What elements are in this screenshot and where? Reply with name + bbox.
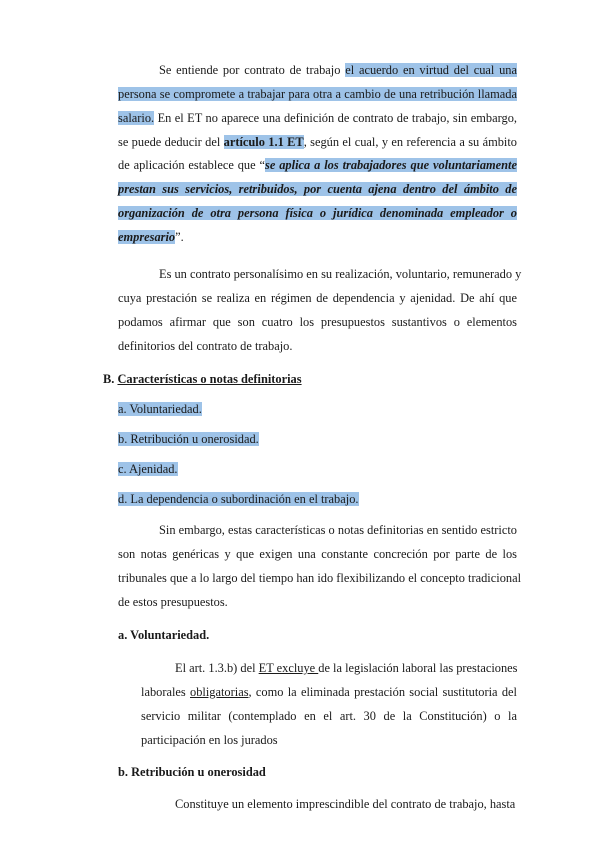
highlight: d. La dependencia o subordinación en el trabajo. [118, 492, 359, 506]
underlined-text: obligatorias [190, 685, 249, 699]
highlight-bold: artículo 1.1 ET [223, 135, 304, 149]
p1-line-1: Se entiende por contrato de trabajo el acuerdo en virtud del cual una [159, 63, 518, 77]
underlined-text: ET excluye [258, 661, 319, 675]
highlight-quote: se aplica a los trabajadores que voluntariamente [265, 158, 517, 172]
section-b-title: Características o notas definitorias [117, 372, 302, 386]
p3-line-2: son notas genéricas y que exigen una constante concreción por parte de los [118, 547, 517, 561]
p1-line-2 [118, 86, 517, 102]
highlight: salario. [118, 111, 155, 125]
highlight-quote: empresario [118, 230, 176, 244]
p2-line-4: definitorios del contrato de trabajo. [118, 339, 293, 353]
p4-line-4: participación en los jurados [141, 733, 278, 747]
p1-line-5: de aplicación establece que “se aplica a los trabajadores que voluntariamente [118, 158, 517, 172]
heading-voluntariedad: a. Voluntariedad. [118, 628, 210, 642]
list-item [118, 431, 259, 447]
highlight: c. Ajenidad. [118, 462, 178, 476]
highlight: a. Voluntariedad. [118, 402, 202, 416]
p4-line-2: laborales obligatorias, como la eliminada prestación social sustitutoria del [141, 685, 517, 699]
p3-line-1: Sin embargo, estas características o notas definitorias en sentido estricto [159, 523, 517, 537]
p2-line-1: Es un contrato personalísimo en su realización, voluntario, remunerado y [159, 267, 522, 281]
p1-line-8: empresario”. [118, 230, 184, 244]
p2-line-3: podamos afirmar que son cuatro los presupuestos sustantivos o elementos [118, 315, 517, 329]
highlight: el acuerdo en virtud del cual una [345, 63, 518, 77]
heading-retribucion: b. Retribución u onerosidad [118, 765, 266, 779]
list-item [118, 461, 178, 477]
section-b-heading: B. Características o notas definitorias [103, 372, 302, 386]
p3-line-4: de estos presupuestos. [118, 595, 228, 609]
p1-line-4: se puede deducir del artículo 1.1 ET, según el cual, y en referencia a su ámbito [118, 135, 517, 149]
highlight-quote: organización de otra persona física o jurídica denominada empleador o [118, 206, 517, 220]
p5-line-1: Constituye un elemento imprescindible del contrato de trabajo, hasta [175, 797, 516, 811]
p1-line-6 [118, 181, 517, 197]
p4-line-1: El art. 1.3.b) del ET excluye de la legislación laboral las prestaciones [175, 661, 518, 675]
highlight-quote: prestan sus servicios, retribuidos, por cuenta ajena dentro del ámbito de [118, 182, 517, 196]
list-item [118, 491, 359, 507]
highlight: b. Retribución u onerosidad. [118, 432, 259, 446]
p1-line-7 [118, 205, 517, 221]
highlight: persona se compromete a trabajar para otra a cambio de una retribución llamada [118, 87, 517, 101]
p1-line-3: salario. En el ET no aparece una definición de contrato de trabajo, sin embargo, [118, 111, 517, 125]
p2-line-2: cuya prestación se realiza en régimen de dependencia y ajenidad. De ahí que [118, 291, 517, 305]
p3-line-3: tribunales que a lo largo del tiempo han ido flexibilizando el concepto tradicional [118, 571, 522, 585]
list-item [118, 401, 202, 417]
p4-line-3: servicio militar (contemplado en el art. 30 de la Constitución) o la [141, 709, 517, 723]
